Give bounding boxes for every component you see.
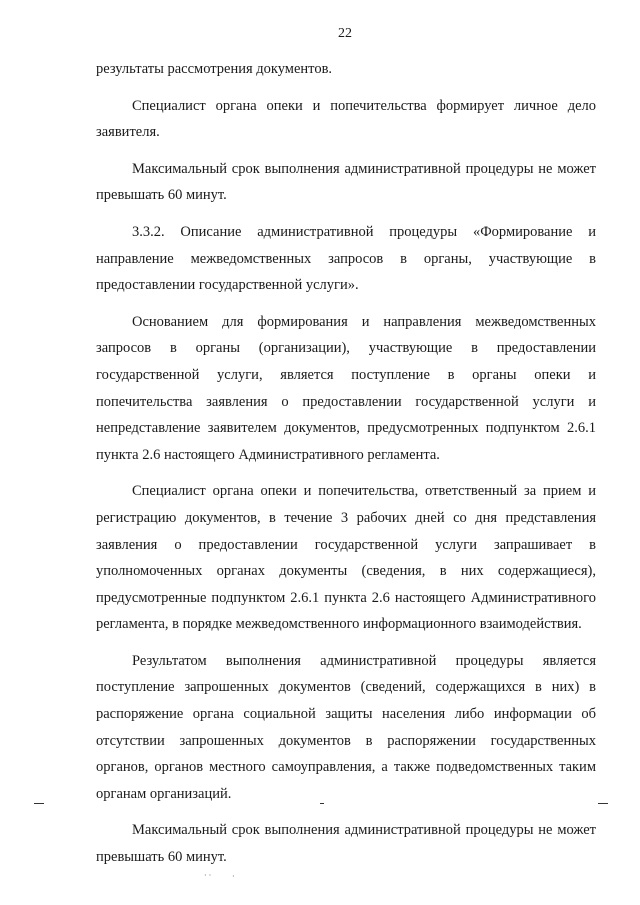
scan-mark-left: [34, 803, 44, 804]
paragraph-6: Специалист органа опеки и попечительства, ответственный за прием и регистрацию документов, в течение 3 рабочих дней со дня представления заявления о предоставлении государственной услуги запрашивает в уполномоченных органах документы (сведения, в них содержащиеся), предусмотренные подпунктом 2.6.1 пункта 2.6 настоящего Административного регламента, в порядке межведомственного информационного взаимодействия.: [96, 483, 596, 633]
page-number: 22: [338, 26, 352, 41]
document-body: [96, 56, 596, 871]
scan-speck: ·: [232, 872, 235, 881]
paragraph-4: 3.3.2. Описание административной процедуры «Формирование и направление межведомственных запросов в органы, участвующие в предоставлении государственной услуги».: [96, 223, 596, 294]
scan-mark-center: [320, 803, 324, 804]
scan-mark-right: [598, 803, 608, 804]
paragraph-2: Специалист органа опеки и попечительства формирует личное дело заявителя.: [96, 97, 596, 141]
scan-speck: · ·: [204, 871, 212, 880]
paragraph-8: Максимальный срок выполнения административной процедуры не может превышать 60 минут.: [96, 822, 596, 866]
paragraph-7: Результатом выполнения административной процедуры является поступление запрошенных документов (сведений, содержащихся в них) в распоряжение органа социальной защиты населения либо информации об отсутствии запрошенных документов в распоряжении государственных органов, органов местного самоуправления, а также подведомственных таким органам организаций.: [96, 652, 596, 802]
paragraph-1: результаты рассмотрения документов.: [96, 61, 333, 77]
paragraph-5: Основанием для формирования и направления межведомственных запросов в органы (организации), участвующие в предоставлении государственной услуги, является поступление в органы опеки и попечительства заявления о предоставлении государственной услуги и непредставление заявителем документов, предусмотренных подпунктом 2.6.1 пункта 2.6 настоящего Административного регламента.: [96, 313, 596, 463]
paragraph-3: Максимальный срок выполнения административной процедуры не может превышать 60 минут.: [96, 160, 596, 204]
